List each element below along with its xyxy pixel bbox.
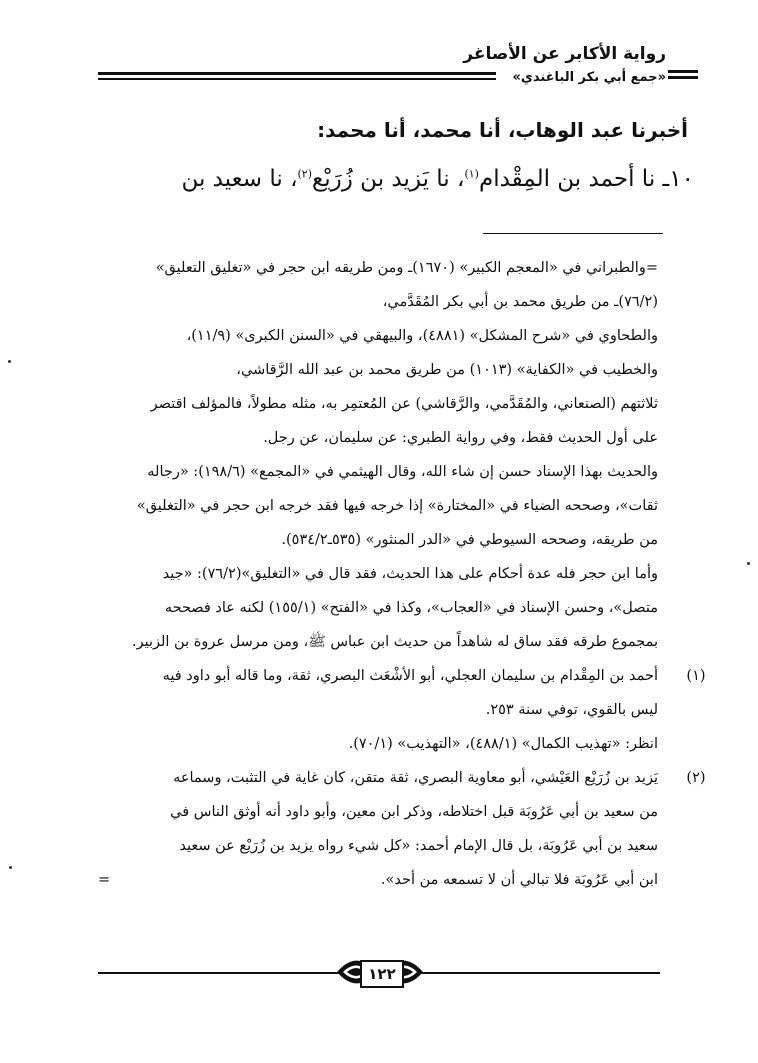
footnote-separator — [483, 233, 663, 234]
footnote-1-text: أحمد بن المِقْدام بن سليمان العجلي، أبو الأشْعَث البصري، ثقة، وما قاله أبو داود فيه — [162, 668, 658, 684]
footnote-line: ليس بالقوي، توفي سنة ٢٥٣. — [485, 702, 658, 718]
header-rule-bottom — [98, 78, 496, 80]
footnote-line: ثلاثتهم (الصنعاني، والمُقَدَّمي، والرَّقاشي) عن المُعتمِر به، مثله مطولاً، فالمؤلف اقتصر — [150, 396, 658, 412]
running-title: رواية الأكابر عن الأصاغر — [463, 44, 666, 64]
footnote-line: (٧٦/٢)ـ من طريق محمد بن أبي بكر المُقَدَّمي، — [382, 294, 658, 310]
footnote-line-last — [98, 866, 658, 900]
footnote-line: والخطيب في «الكفاية» (١٠١٣) من طريق محمد بن عبد الله الرَّقاشي، — [236, 362, 658, 378]
continues-mark: = — [98, 872, 111, 888]
footnote-line: انظر: «تهذيب الكمال» (٤٨٨/١)، «التهذيب» (٧٠/١). — [348, 736, 658, 752]
footnote-line: والطحاوي في «شرح المشكل» (٤٨٨١)، والبيهقي في «السنن الكبرى» (١١/٩)، — [186, 328, 658, 344]
footnote-line: من طريقه، وصححه السيوطي في «الدر المنثور» (٥٣٥ـ٥٣٤/٢). — [281, 532, 658, 548]
hadith-chain — [94, 166, 694, 192]
footnote-line: بمجموع طرقه فقد ساق له شاهداً من حديث ابن عباس ﷺ، ومن مرسل عروة بن الزبير. — [131, 634, 658, 650]
footnote-line: والحديث بهذا الإسناد حسن إن شاء الله، وقال الهيثمي في «المجمع» (١٩٨/٦): «رجاله — [147, 464, 658, 480]
margin-dot — [9, 866, 12, 869]
footnote-ref-1: (١) — [464, 167, 479, 181]
footnote-line: من سعيد بن أبي عَرُوبَة قبل اختلاطه، وذكر ابن معين، وأبو داود أنه أوثق الناس في — [170, 804, 658, 820]
footnote-line: ثقات»، وصححه الضياء في «المختارة» إذا خرجه فيها فقد خرجه ابن حجر في «التغليق» — [136, 498, 658, 514]
footnote-2-number: (٢) — [686, 770, 706, 786]
footnote-line: سعيد بن أبي عَرُوبَة، بل قال الإمام أحمد: «كل شيء رواه يزيد بن زُرَيْع عن سعيد — [179, 838, 658, 854]
footnote-2-text: يَزيد بن زُرَيْع العَيْشي، أبو معاوية البصري، ثقة متقن، كان غاية في التثبت، وسماعه — [173, 770, 658, 786]
footnotes — [98, 254, 706, 900]
page-number: ١٢٢ — [360, 960, 404, 988]
footer-rule-right — [420, 972, 660, 974]
footnote-ref-2: (٢) — [297, 167, 313, 181]
chain-segment-2: ، نا يَزيد بن زُرَيْع — [312, 166, 465, 192]
header-dash-top — [668, 70, 698, 73]
footer-rule-left — [98, 972, 340, 974]
chain-segment-3: ، نا سعيد بن — [181, 166, 298, 192]
running-subtitle: «جمع أبي بكر الباغندي» — [512, 70, 666, 85]
footnote-line: متصل»، وحسن الإسناد في «العجاب»، وكذا في «الفتح» (١٥٥/١) لكنه عاد فصححه — [164, 600, 658, 616]
hadith-number: ١٠ـ — [662, 166, 694, 192]
footnote-line: على أول الحديث فقط، وفي رواية الطبري: عن سليمان، عن رجل. — [263, 430, 658, 446]
margin-dot — [747, 562, 750, 565]
footnote-text: ابن أبي عَرُوبَة فلا تبالي أن لا تسمعه من أحد». — [380, 872, 658, 888]
header-dash-bottom — [668, 76, 698, 79]
chain-segment-1: نا أحمد بن المِقْدام — [478, 166, 656, 192]
footnote-line: وأما ابن حجر فله عدة أحكام على هذا الحديث، فقد قال في «التغليق»(٧٦/٢): «جيد — [162, 566, 658, 582]
margin-dot — [8, 360, 11, 363]
footnote-2-line — [98, 764, 706, 798]
header-rule-top — [98, 72, 496, 75]
footnote-1-line — [98, 662, 706, 696]
chain-intro: أخبرنا عبد الوهاب، أنا محمد، أنا محمد: — [317, 118, 688, 142]
footnote-1-number: (١) — [686, 668, 706, 684]
footnote-line: =والطبراني في «المعجم الكبير» (١٦٧٠)ـ ومن طريقه ابن حجر في «تغليق التعليق» — [155, 260, 658, 276]
